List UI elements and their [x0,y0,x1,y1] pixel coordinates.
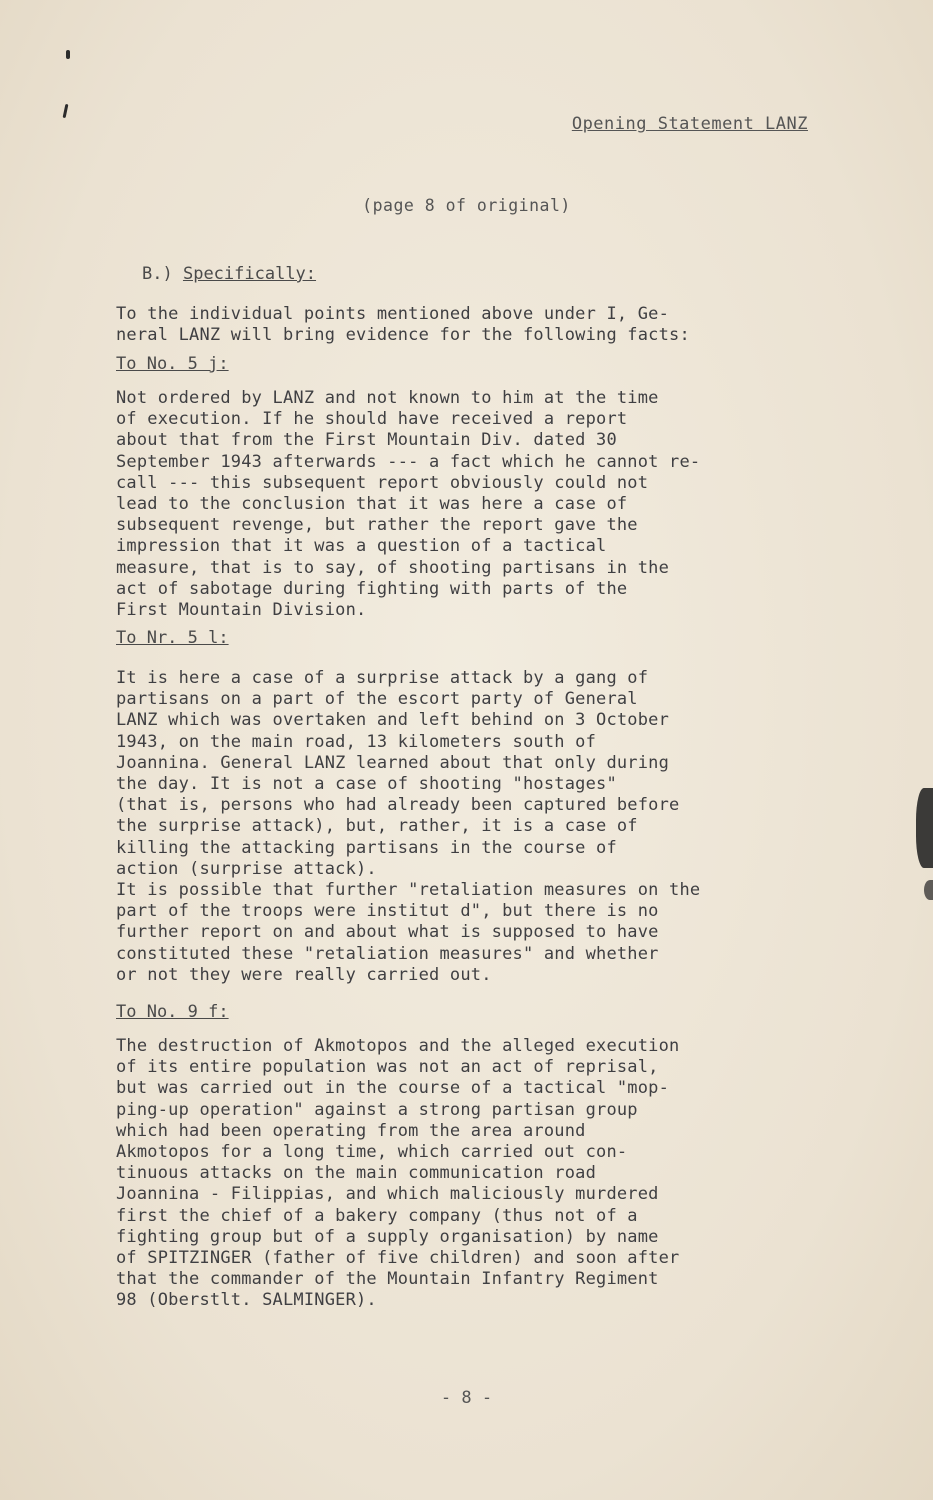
page-number: - 8 - [440,1388,493,1408]
section-heading-prefix: B.) [142,264,173,284]
point-heading-9f: To No. 9 f: [116,1002,229,1022]
paper-chip-right [924,880,933,900]
punch-mark-middle [63,104,69,118]
header-title: Opening Statement LANZ [571,114,808,134]
point-body-5l: It is here a case of a surprise attack by a gang of partisans on a part of the escort party of General LANZ which was overtaken and left behind on 3 October 1943, on the main road, 13 kilometers south of Joannina. General LANZ learned about that only during the day. It is not a case of shooting "hostages" (that is, persons who had already been captured before the surprise attack), but, rather, it is a case of killing the attacking partisans in the course of action (surprise attack). It is possible that further "retaliation measures on the part of the troops were institut d", but there is no further report on and about what is supposed to have constituted these "retaliation measures" and whether or not they were really carried out. [116,668,701,985]
point-body-5j: Not ordered by LANZ and not known to him at the time of execution. If he should have received a report about that from the First Mountain Div. dated 30 September 1943 afterwards --- a fact which he cannot re- call --- this subsequent report obviously could not lead to the conclusion that it was here a case of subsequent revenge, but rather the report gave the impression that it was a question of a tactical measure, that is to say, of shooting partisans in the act of sabotage during fighting with parts of the First Mountain Division. [116,388,701,621]
point-heading-5j: To No. 5 j: [116,354,229,374]
section-intro: To the individual points mentioned above under I, Ge- neral LANZ will bring evidence for the following facts: [116,304,690,346]
punch-mark-top [66,50,70,59]
paper-tear-right [916,788,933,868]
section-heading [142,264,316,284]
section-heading-label: Specifically: [182,264,317,284]
original-page-note: (page 8 of original) [362,196,571,215]
point-heading-5l: To Nr. 5 l: [116,628,229,648]
point-body-9f: The destruction of Akmotopos and the alleged execution of its entire population was not an act of reprisal, but was carried out in the course of a tactical "mop- ping-up operation" against a strong partisan group which had been operating from the area around Akmotopos for a long time, which carried out con- tinuous attacks on the main communication road Joannina - Filippias, and which maliciously murdered first the chief of a bakery company (thus not of a fighting group but of a supply organisation) by name of SPITZINGER (father of five children) and soon after that the commander of the Mountain Infantry Regiment 98 (Oberstlt. SALMINGER). [116,1036,680,1311]
